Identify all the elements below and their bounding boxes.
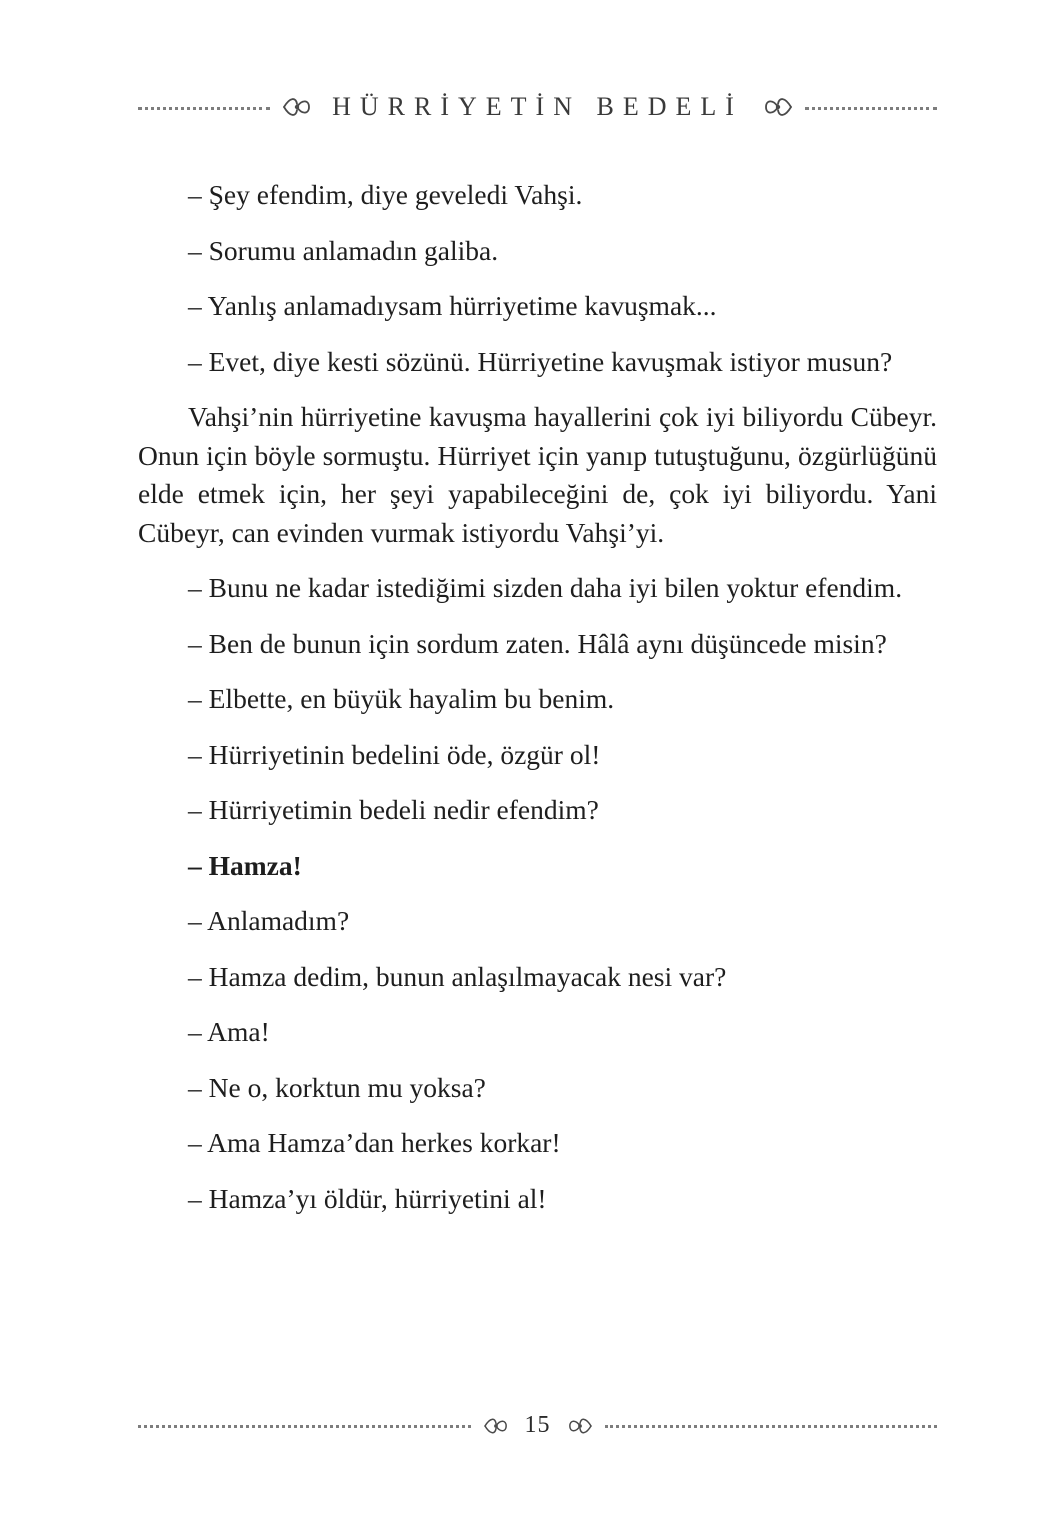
paragraph: – Elbette, en büyük hayalim bu benim. <box>188 683 615 714</box>
fleuron-icon <box>483 1415 509 1437</box>
paragraph-narrative: Vahşi’nin hürriyetine kavuşma hayallerini çok iyi biliyordu Cübeyr. Onun için böyle sormuştu. Hürriyet için yanıp tutuştuğunu, özgürlüğünü elde etmek için, her şeyi yapabileceğini de, çok iyi biliyordu. Yani Cübeyr, can evinden vurmak istiyordu Vahşi’yi. <box>138 401 937 548</box>
header-dotted-rule-right <box>805 107 937 110</box>
footer-dotted-rule-left <box>138 1425 471 1428</box>
paragraph: – Hürriyetimin bedeli nedir efendim? <box>188 794 599 825</box>
fleuron-icon <box>763 94 793 120</box>
paragraph: – Bunu ne kadar istediğimi sizden daha iyi bilen yoktur efendim. <box>188 572 903 603</box>
paragraph: – Ne o, korktun mu yoksa? <box>188 1071 486 1103</box>
header-dotted-rule-left <box>138 107 270 110</box>
paragraph-bold: – Hamza! <box>188 849 302 881</box>
paragraph: – Ama! <box>188 1016 270 1047</box>
paragraph: – Anlamadım? <box>188 905 350 936</box>
paragraph: – Hamza dedim, bunun anlaşılmayacak nesi var? <box>188 960 727 992</box>
paragraph: – Hürriyetinin bedelini öde, özgür ol! <box>188 738 601 770</box>
fleuron-icon <box>282 94 312 120</box>
paragraph: – Ben de bunun için sordum zaten. Hâlâ aynı düşüncede misin? <box>188 627 887 659</box>
paragraph: – Evet, diye kesti sözünü. Hürriyetine kavuşmak istiyor musun? <box>188 345 893 377</box>
paragraph: – Hamza’yı öldür, hürriyetini al! <box>188 1182 547 1214</box>
footer-dotted-rule-right <box>605 1425 938 1428</box>
page-title: HÜRRİYETİN BEDELİ <box>332 92 743 121</box>
page-body-text <box>138 176 937 1218</box>
page-footer <box>138 1412 937 1439</box>
paragraph: – Ama Hamza’dan herkes korkar! <box>188 1127 561 1158</box>
paragraph: – Yanlış anlamadıysam hürriyetime kavuşmak... <box>188 290 717 321</box>
paragraph: – Sorumu anlamadın galiba. <box>188 234 499 266</box>
fleuron-icon <box>567 1415 593 1437</box>
page-number: 15 <box>524 1412 551 1438</box>
page-header <box>138 92 937 122</box>
paragraph: – Şey efendim, diye geveledi Vahşi. <box>188 179 583 210</box>
